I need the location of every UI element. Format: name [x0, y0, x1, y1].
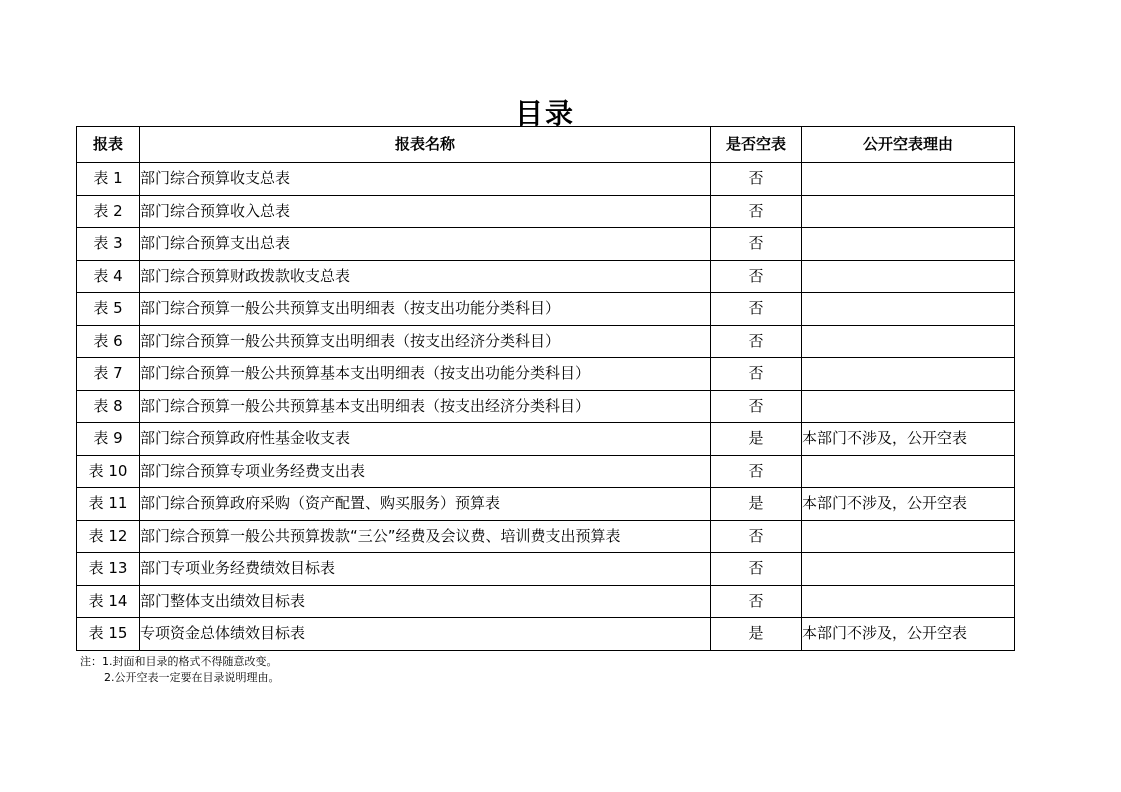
cell-is-empty: 否: [711, 293, 802, 326]
header-is-empty: 是否空表: [711, 127, 802, 163]
cell-code: 表 9: [77, 423, 140, 456]
cell-is-empty: 否: [711, 228, 802, 261]
cell-code: 表 1: [77, 163, 140, 196]
catalog-table: [76, 126, 1015, 651]
table-row: [77, 585, 1015, 618]
cell-code: 表 14: [77, 585, 140, 618]
cell-name: 部门专项业务经费绩效目标表: [140, 553, 711, 586]
table-row: [77, 390, 1015, 423]
header-reason: 公开空表理由: [802, 127, 1015, 163]
table-row: [77, 293, 1015, 326]
cell-name: 部门综合预算一般公共预算基本支出明细表（按支出经济分类科目）: [140, 390, 711, 423]
cell-name: 部门综合预算支出总表: [140, 228, 711, 261]
cell-name: 部门综合预算财政拨款收支总表: [140, 260, 711, 293]
cell-code: 表 11: [77, 488, 140, 521]
table-row: [77, 455, 1015, 488]
cell-reason: [802, 325, 1015, 358]
table-row: [77, 618, 1015, 651]
cell-is-empty: 否: [711, 553, 802, 586]
table-row: [77, 520, 1015, 553]
cell-name: 部门整体支出绩效目标表: [140, 585, 711, 618]
page-title: 目录: [514, 97, 575, 130]
cell-is-empty: 否: [711, 455, 802, 488]
cell-reason: [802, 195, 1015, 228]
cell-code: 表 10: [77, 455, 140, 488]
cell-is-empty: 否: [711, 358, 802, 391]
cell-name: 部门综合预算政府采购（资产配置、购买服务）预算表: [140, 488, 711, 521]
cell-is-empty: 否: [711, 520, 802, 553]
cell-is-empty: 是: [711, 488, 802, 521]
cell-is-empty: 否: [711, 163, 802, 196]
cell-reason: [802, 553, 1015, 586]
header-code: 报表: [77, 127, 140, 163]
table-header-row: [77, 127, 1015, 163]
cell-reason: [802, 260, 1015, 293]
cell-is-empty: 否: [711, 195, 802, 228]
cell-name: 部门综合预算政府性基金收支表: [140, 423, 711, 456]
cell-code: 表 15: [77, 618, 140, 651]
cell-reason: 本部门不涉及，公开空表: [802, 488, 1015, 521]
cell-is-empty: 是: [711, 618, 802, 651]
cell-reason: [802, 390, 1015, 423]
cell-is-empty: 否: [711, 390, 802, 423]
note-line-2: 2.公开空表一定要在目录说明理由。: [104, 671, 280, 684]
note-line-1: 注：1.封面和目录的格式不得随意改变。: [80, 655, 278, 668]
cell-is-empty: 否: [711, 260, 802, 293]
cell-name: 部门综合预算一般公共预算基本支出明细表（按支出功能分类科目）: [140, 358, 711, 391]
cell-code: 表 7: [77, 358, 140, 391]
header-name: 报表名称: [140, 127, 711, 163]
cell-reason: [802, 358, 1015, 391]
cell-name: 专项资金总体绩效目标表: [140, 618, 711, 651]
table-row: [77, 358, 1015, 391]
cell-code: 表 12: [77, 520, 140, 553]
table-row: [77, 488, 1015, 521]
table-row: [77, 195, 1015, 228]
cell-name: 部门综合预算收入总表: [140, 195, 711, 228]
cell-code: 表 3: [77, 228, 140, 261]
cell-is-empty: 否: [711, 325, 802, 358]
cell-reason: [802, 585, 1015, 618]
cell-name: 部门综合预算一般公共预算支出明细表（按支出经济分类科目）: [140, 325, 711, 358]
cell-code: 表 13: [77, 553, 140, 586]
table-body: [77, 163, 1015, 651]
cell-is-empty: 否: [711, 585, 802, 618]
cell-code: 表 8: [77, 390, 140, 423]
cell-reason: 本部门不涉及，公开空表: [802, 423, 1015, 456]
table-row: [77, 325, 1015, 358]
cell-reason: [802, 455, 1015, 488]
cell-name: 部门综合预算专项业务经费支出表: [140, 455, 711, 488]
table-row: [77, 260, 1015, 293]
cell-code: 表 5: [77, 293, 140, 326]
table-row: [77, 553, 1015, 586]
table-row: [77, 423, 1015, 456]
notes: [80, 654, 280, 686]
table-row: [77, 163, 1015, 196]
cell-reason: [802, 520, 1015, 553]
cell-code: 表 6: [77, 325, 140, 358]
cell-name: 部门综合预算一般公共预算拨款“三公”经费及会议费、培训费支出预算表: [140, 520, 711, 553]
cell-is-empty: 是: [711, 423, 802, 456]
cell-name: 部门综合预算一般公共预算支出明细表（按支出功能分类科目）: [140, 293, 711, 326]
cell-code: 表 2: [77, 195, 140, 228]
cell-reason: [802, 163, 1015, 196]
table-row: [77, 228, 1015, 261]
cell-name: 部门综合预算收支总表: [140, 163, 711, 196]
cell-code: 表 4: [77, 260, 140, 293]
cell-reason: [802, 228, 1015, 261]
cell-reason: [802, 293, 1015, 326]
cell-reason: 本部门不涉及，公开空表: [802, 618, 1015, 651]
